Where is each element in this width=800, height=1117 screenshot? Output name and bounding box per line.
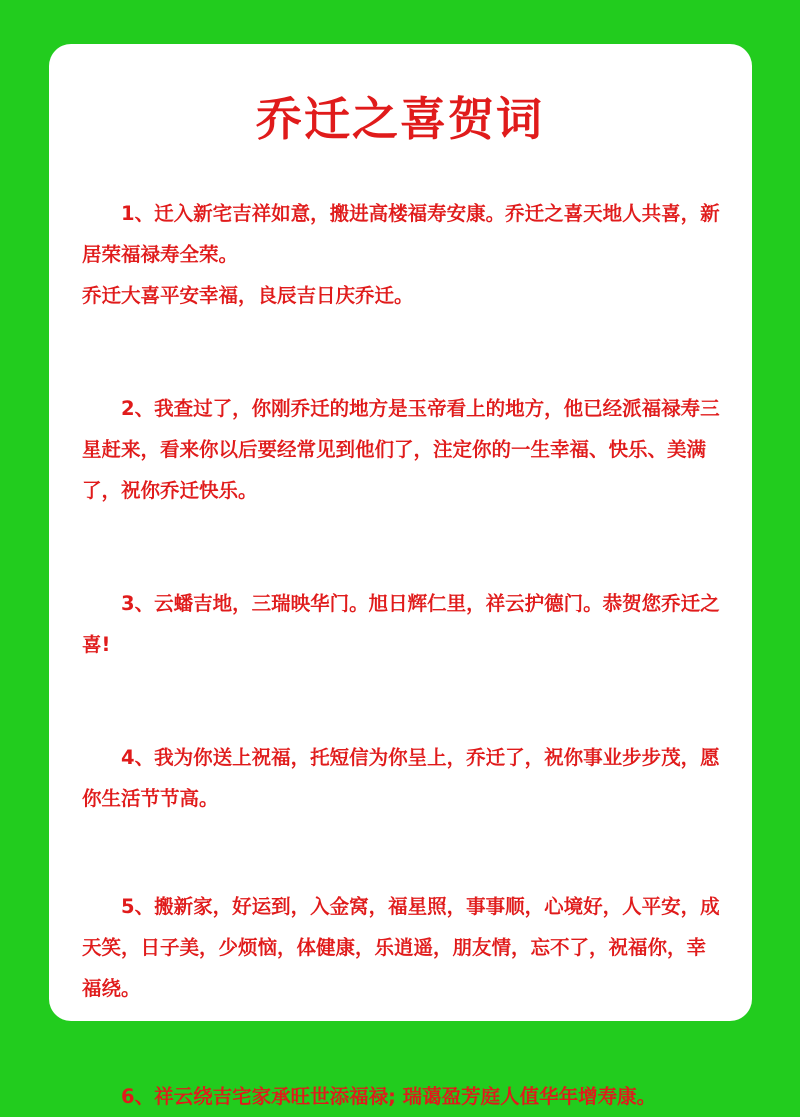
blessing-paragraph-1	[82, 193, 722, 316]
paragraph-line: 1、迁入新宅吉祥如意，搬进高楼福寿安康。乔迁之喜天地人共喜，新居荣福禄寿全荣。	[82, 202, 720, 266]
blessing-paragraph-6	[82, 1076, 722, 1117]
paragraph-line: 2、我查过了，你刚乔迁的地方是玉帝看上的地方，他已经派福禄寿三星赶来，看来你以后要经常见到他们了，注定你的一生幸福、快乐、美满了，祝你乔迁快乐。	[82, 397, 720, 502]
paragraph-line: 3、云蟠吉地，三瑞映华门。旭日辉仁里，祥云护德门。恭贺您乔迁之喜!	[82, 592, 720, 656]
paragraph-line: 5、搬新家，好运到，入金窝，福星照，事事顺，心境好，人平安，成天笑，日子美，少烦恼，体健康，乐逍遥，朋友情，忘不了，祝福你，幸福绕。	[82, 895, 720, 1000]
blessing-paragraph-4	[82, 737, 722, 819]
paragraph-line: 4、我为你送上祝福，托短信为你呈上，乔迁了，祝你事业步步茂，愿你生活节节高。	[82, 746, 720, 810]
blessing-paragraph-3	[82, 583, 722, 665]
blessing-paragraph-2	[82, 388, 722, 511]
paragraph-line: 乔迁大喜平安幸福，良辰吉日庆乔迁。	[82, 284, 414, 307]
page-title: 乔迁之喜贺词	[256, 92, 544, 146]
blessing-list	[82, 193, 722, 1117]
blessing-paragraph-5	[82, 886, 722, 1009]
paragraph-line: 6、祥云绕吉宅家承旺世添福禄; 瑞蔼盈芳庭人值华年增寿康。	[82, 1085, 657, 1108]
